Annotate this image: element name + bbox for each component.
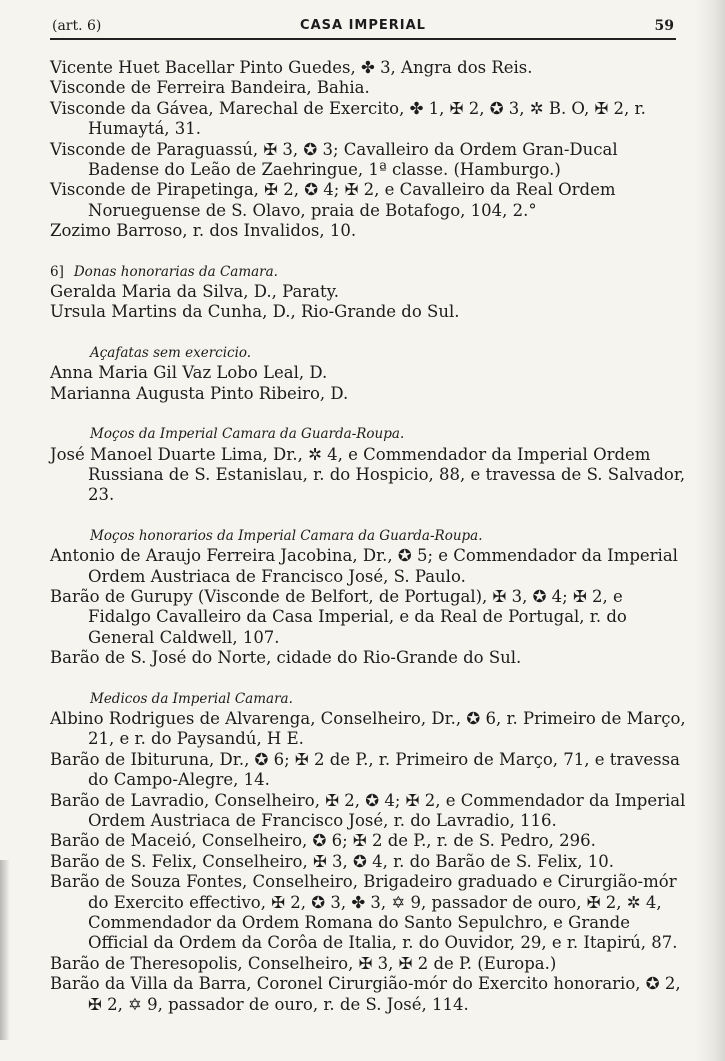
list-item: Visconde de Pirapetinga, ✠ 2, ✪ 4; ✠ 2, e Cavalleiro da Real Ordem Norueguense de S. Olavo, praia de Botafogo, 104, 2.° (50, 180, 616, 220)
list-item: Barão de Lavradio, Conselheiro, ✠ 2, ✪ 4; ✠ 2, e Commendador da Imperial Ordem Austriaca de Francisco José, r. do Lavradio, 116. (50, 790, 686, 830)
list-item: Visconde de Paraguassú, ✠ 3, ✪ 3; Cavalleiro da Ordem Gran-Ducal Badense do Leão de Zaehringue, 1ª classe. (Hamburgo.) (50, 139, 618, 180)
header-title: CASA IMPERIAL (300, 18, 426, 33)
list-item: Geralda Maria da Silva, D., Paraty. (50, 282, 340, 302)
list-item: Barão de S. José do Norte, cidade do Rio-Grande do Sul. (50, 648, 522, 668)
subsection-heading-acafatas: Açafatas sem exercicio. (90, 344, 252, 361)
section-number: 6] (50, 263, 64, 280)
list-item: Ursula Martins da Cunha, D., Rio-Grande do Sul. (50, 302, 460, 322)
page-number: 59 (654, 18, 674, 34)
page-edge-mark (0, 860, 10, 1040)
page-spine-shadow (695, 0, 725, 1061)
subsection-heading-mocos: Moços da Imperial Camara da Guarda-Roupa. (90, 426, 405, 443)
list-item: Marianna Augusta Pinto Ribeiro, D. (50, 383, 349, 403)
section-heading-donas (50, 262, 690, 282)
subsection-heading-medicos: Medicos da Imperial Camara. (90, 690, 293, 707)
list-item: Anna Maria Gil Vaz Lobo Leal, D. (50, 363, 328, 383)
list-item: Barão de Souza Fontes, Conselheiro, Brigadeiro graduado e Cirurgião-mór do Exercito effectivo, ✠ 2, ✪ 3, ✤ 3, ✡ 9, passador de ouro, ✠ 2, ✲ 4, Commendador da Ordem Romana do Santo Sepulchro, e Grande Official da Ordem da Corôa de Italia, r. do Ouvidor, 29, e r. Itapirú, 87. (50, 872, 678, 953)
list-item: Barão de Gurupy (Visconde de Belfort, de Portugal), ✠ 3, ✪ 4; ✠ 2, e Fidalgo Cavalleiro da Casa Imperial, e da Real de Portugal, r. do General Caldwell, 107. (50, 586, 627, 647)
list-item: Visconde de Ferreira Bandeira, Bahia. (50, 78, 370, 98)
header-article-ref: (art. 6) (52, 18, 102, 34)
list-item: Barão de Maceió, Conselheiro, ✪ 6; ✠ 2 de P., r. de S. Pedro, 296. (50, 831, 596, 851)
page-body (50, 58, 690, 1015)
list-item: Barão de S. Felix, Conselheiro, ✠ 3, ✪ 4, r. do Barão de S. Felix, 10. (50, 851, 614, 871)
list-item: Visconde da Gávea, Marechal de Exercito, ✤ 1, ✠ 2, ✪ 3, ✲ B. O, ✠ 2, r. Humaytá, 31. (50, 98, 646, 139)
list-item: Antonio de Araujo Ferreira Jacobina, Dr., ✪ 5; e Commendador da Imperial Ordem Austriaca de Francisco José, S. Paulo. (50, 546, 678, 586)
list-item: Barão de Theresopolis, Conselheiro, ✠ 3, ✠ 2 de P. (Europa.) (50, 953, 557, 973)
subsection-heading-mocos-honorarios: Moços honorarios da Imperial Camara da Guarda-Roupa. (90, 527, 483, 544)
running-header (50, 12, 676, 40)
list-item: Vicente Huet Bacellar Pinto Guedes, ✤ 3, Angra dos Reis. (50, 58, 533, 77)
list-item: Barão da Villa da Barra, Coronel Cirurgião-mór do Exercito honorario, ✪ 2, ✠ 2, ✡ 9, passador de ouro, r. de S. José, 114. (50, 974, 681, 1014)
list-item: José Manoel Duarte Lima, Dr., ✲ 4, e Commendador da Imperial Ordem Russiana de S. Estanislau, r. do Hospicio, 88, e travessa de S. Salvador, 23. (50, 444, 686, 505)
section-title: Donas honorarias da Camara. (73, 263, 278, 280)
list-item: Zozimo Barroso, r. dos Invalidos, 10. (50, 221, 357, 241)
list-item: Albino Rodrigues de Alvarenga, Conselheiro, Dr., ✪ 6, r. Primeiro de Março, 21, e r. do Paysandú, H E. (50, 708, 686, 749)
list-item: Barão de Ibituruna, Dr., ✪ 6; ✠ 2 de P., r. Primeiro de Março, 71, e travessa do Campo-Alegre, 14. (50, 749, 680, 790)
